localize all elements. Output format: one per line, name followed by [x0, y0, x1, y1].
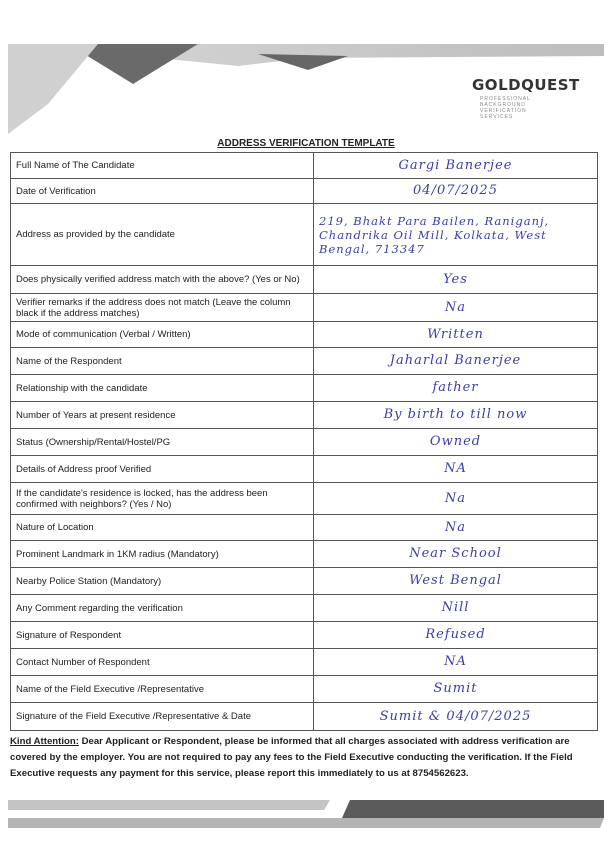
table-row — [11, 322, 598, 348]
table-row — [11, 179, 598, 204]
table-row — [11, 483, 598, 515]
field-label: Address as provided by the candidate — [11, 204, 314, 266]
table-row — [11, 456, 598, 483]
field-label: Number of Years at present residence — [11, 402, 314, 429]
note-heading: Kind Attention: — [10, 736, 79, 747]
logo-name: GOLDQUEST — [472, 76, 580, 94]
field-label: Does physically verified address match with the above? (Yes or No) — [11, 266, 314, 294]
handwritten-value: Jaharlal Banerjee — [314, 348, 598, 375]
page-title: ADDRESS VERIFICATION TEMPLATE — [217, 138, 395, 149]
table-row — [11, 375, 598, 402]
table-row — [11, 402, 598, 429]
table-row — [11, 568, 598, 595]
handwritten-value: father — [314, 375, 598, 402]
field-label: Nearby Police Station (Mandatory) — [11, 568, 314, 595]
field-label: Prominent Landmark in 1KM radius (Mandatory) — [11, 541, 314, 568]
field-label: Full Name of The Candidate — [11, 153, 314, 179]
field-label: Details of Address proof Verified — [11, 456, 314, 483]
table-row — [11, 515, 598, 541]
handwritten-value: 219, Bhakt Para Bailen, Raniganj, Chandrika Oil Mill, Kolkata, West Bengal, 713347 — [314, 204, 598, 266]
table-row — [11, 595, 598, 622]
field-label: Any Comment regarding the verification — [11, 595, 314, 622]
table-row — [11, 676, 598, 703]
table-row — [11, 541, 598, 568]
field-label: Contact Number of Respondent — [11, 649, 314, 676]
table-row — [11, 294, 598, 322]
kind-attention-note — [10, 734, 602, 782]
table-row — [11, 703, 598, 731]
handwritten-value: Na — [314, 294, 598, 322]
handwritten-value: Na — [314, 515, 598, 541]
verification-table — [10, 152, 598, 731]
handwritten-value: Near School — [314, 541, 598, 568]
note-text: Dear Applicant or Respondent, please be informed that all charges associated with address verification are covered by the employer. You are not required to pay any fees to the Field Executive conducting the verification. If the Field Executive requests any payment for this service, please report this immediately to us at 8754562623. — [10, 736, 573, 779]
goldquest-logo — [432, 58, 592, 134]
handwritten-value: By birth to till now — [314, 402, 598, 429]
handwritten-value: Refused — [314, 622, 598, 649]
handwritten-value: 04/07/2025 — [314, 179, 598, 204]
table-row — [11, 429, 598, 456]
field-label: Name of the Respondent — [11, 348, 314, 375]
table-row — [11, 204, 598, 266]
handwritten-value: Gargi Banerjee — [314, 153, 598, 179]
field-label: Status (Ownership/Rental/Hostel/PG — [11, 429, 314, 456]
handwritten-value: NA — [314, 456, 598, 483]
table-row — [11, 348, 598, 375]
form-body — [10, 152, 602, 830]
table-row — [11, 649, 598, 676]
handwritten-value: Yes — [314, 266, 598, 294]
field-label: Relationship with the candidate — [11, 375, 314, 402]
field-label: Date of Verification — [11, 179, 314, 204]
handwritten-value: Written — [314, 322, 598, 348]
table-row — [11, 266, 598, 294]
handwritten-value: Sumit — [314, 676, 598, 703]
handwritten-value: Owned — [314, 429, 598, 456]
table-row — [11, 153, 598, 179]
field-label: Mode of communication (Verbal / Written) — [11, 322, 314, 348]
table-row — [11, 622, 598, 649]
field-label: Signature of the Field Executive /Representative & Date — [11, 703, 314, 731]
logo-tagline: PROFESSIONAL BACKGROUND VERIFICATION SERVICES — [480, 96, 531, 120]
footer-banner — [8, 800, 604, 830]
field-label: Verifier remarks if the address does not match (Leave the column black if the address matches) — [11, 294, 314, 322]
field-label: If the candidate's residence is locked, has the address been confirmed with neighbors? (Yes / No) — [11, 483, 314, 515]
handwritten-value: West Bengal — [314, 568, 598, 595]
handwritten-value: Na — [314, 483, 598, 515]
field-label: Nature of Location — [11, 515, 314, 541]
field-label: Name of the Field Executive /Representative — [11, 676, 314, 703]
handwritten-value: NA — [314, 649, 598, 676]
handwritten-value: Sumit & 04/07/2025 — [314, 703, 598, 731]
handwritten-value: Nill — [314, 595, 598, 622]
field-label: Signature of Respondent — [11, 622, 314, 649]
